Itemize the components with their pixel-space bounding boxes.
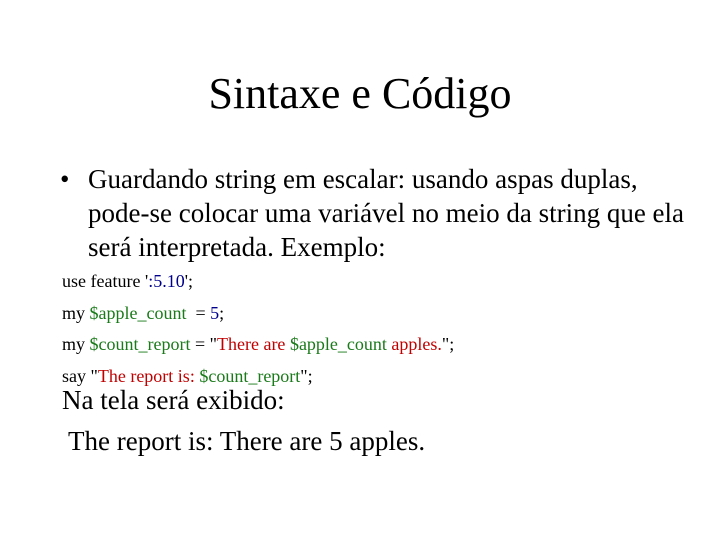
code-number: :5.10 — [148, 271, 185, 291]
code-variable: $count_report — [89, 334, 191, 354]
code-variable: $count_report — [199, 365, 301, 386]
result-heading: Na tela será exibido: — [62, 385, 285, 415]
code-text: ; — [219, 302, 225, 323]
code-text: my — [62, 334, 90, 354]
code-block — [62, 266, 454, 392]
code-text: "; — [441, 334, 455, 354]
code-variable: $apple_count — [289, 334, 387, 354]
bullet-marker: • — [60, 164, 70, 194]
code-line — [62, 329, 454, 361]
code-line — [62, 298, 454, 330]
code-text: say " — [62, 365, 98, 386]
code-number: 5 — [210, 302, 220, 323]
code-line — [62, 266, 454, 298]
result-output: The report is: There are 5 apples. — [68, 426, 426, 456]
code-string: apples. — [386, 334, 442, 354]
code-text: = " — [190, 334, 217, 354]
bullet-text: Guardando string em escalar: usando aspas duplas, pode-se colocar uma variável no meio da string que ela será interpretada. Exemplo: — [88, 164, 685, 262]
code-variable: $apple_count — [89, 302, 187, 323]
slide-title: Sintaxe e Código — [208, 69, 512, 118]
code-text: = — [186, 302, 211, 323]
code-text: my — [62, 302, 90, 323]
code-text: '; — [184, 271, 193, 291]
code-string: There are — [216, 334, 290, 354]
code-text: "; — [300, 365, 313, 386]
code-text: use feature ' — [62, 271, 149, 291]
code-string: The report is: — [97, 365, 200, 386]
